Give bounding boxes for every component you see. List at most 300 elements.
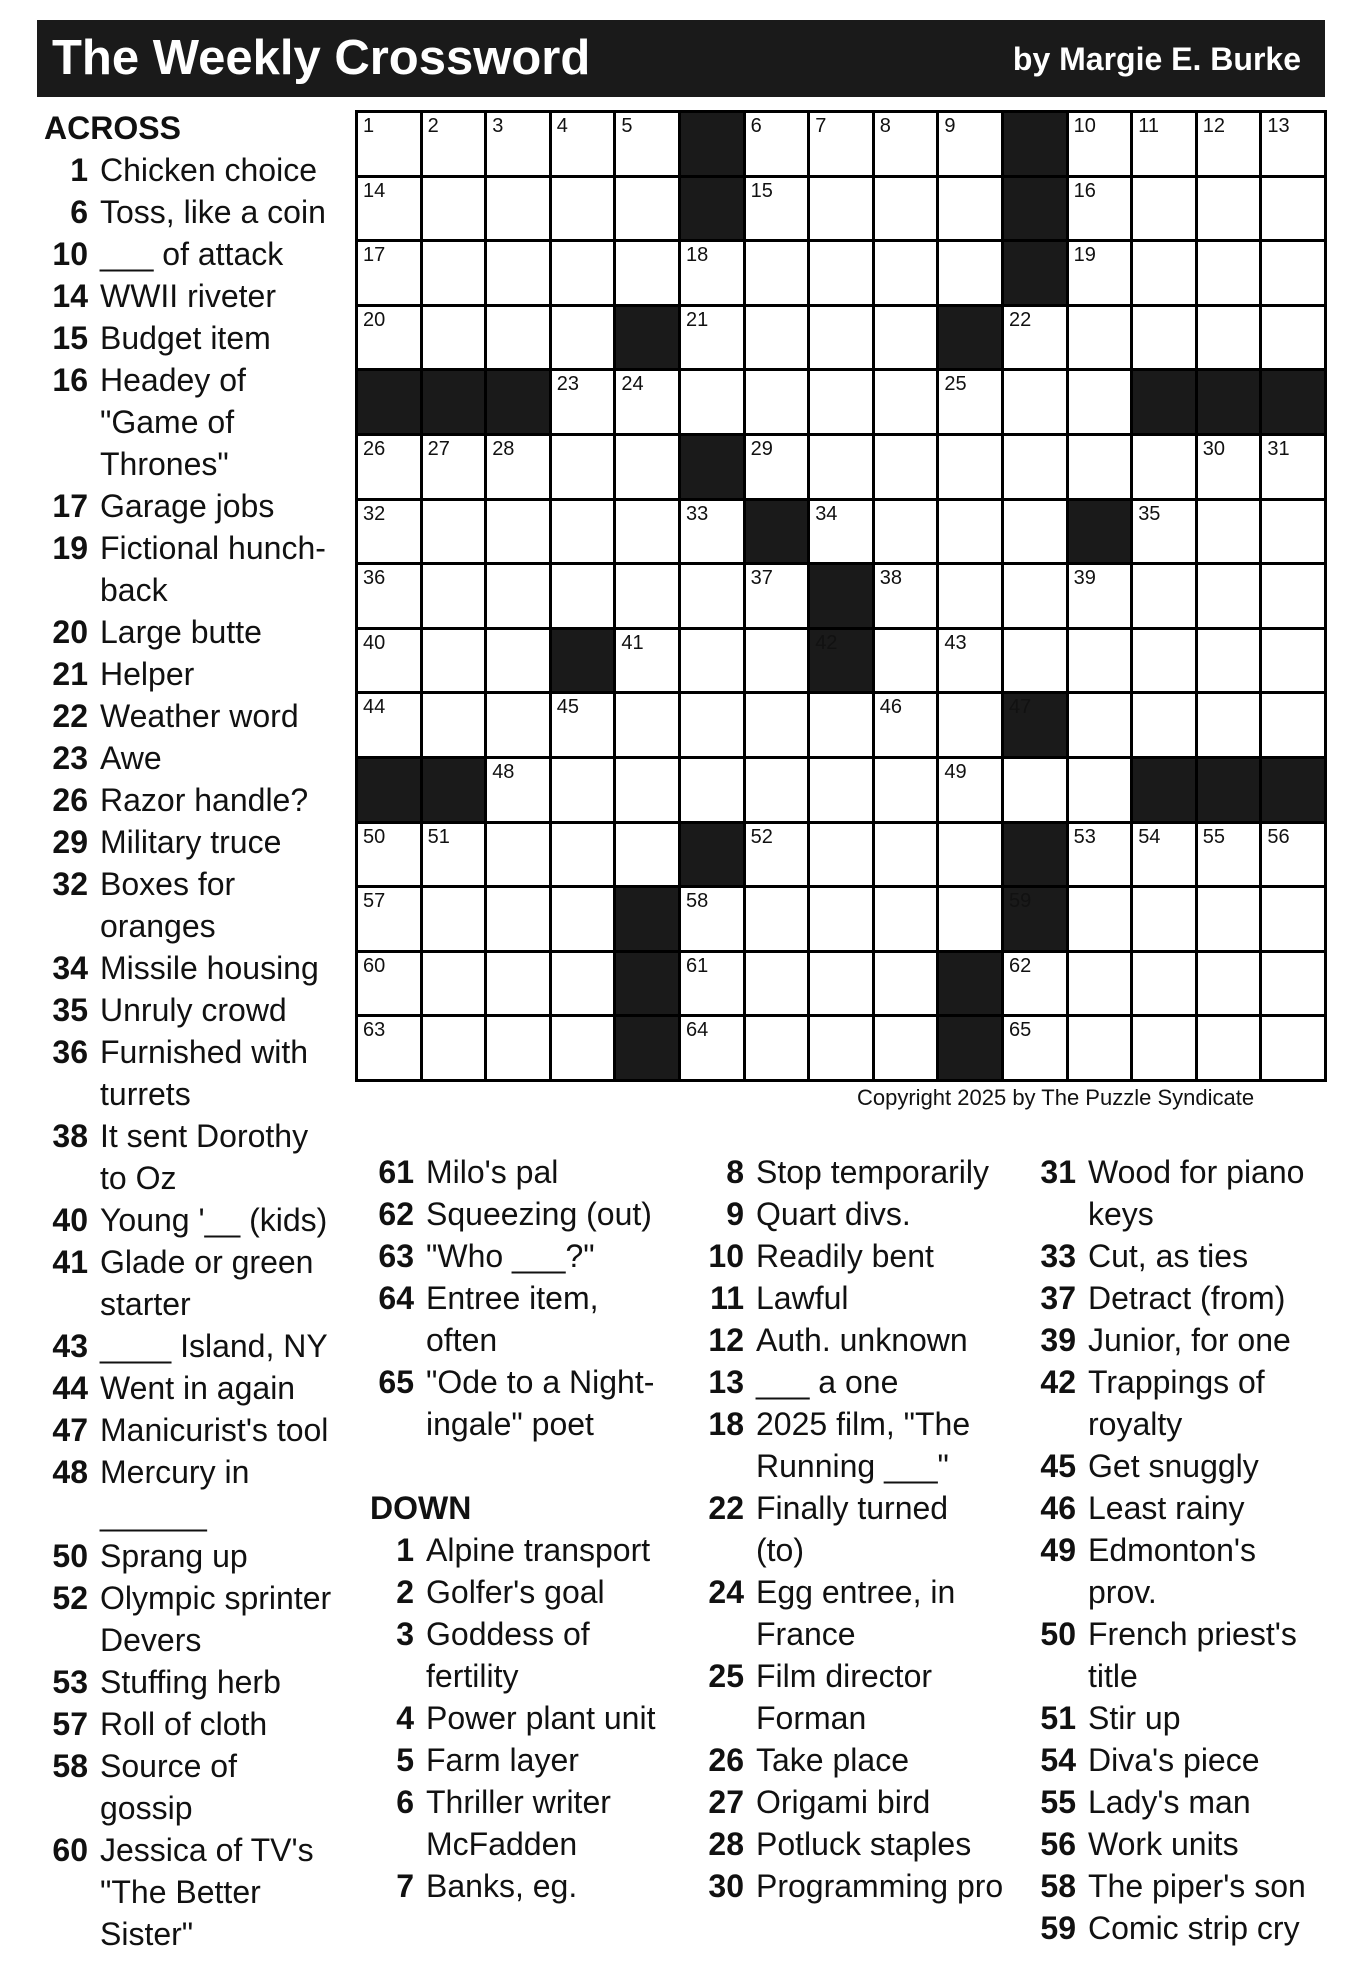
grid-cell[interactable] — [1004, 630, 1066, 692]
grid-cell[interactable] — [1133, 888, 1195, 950]
grid-cell[interactable] — [552, 953, 614, 1015]
clue-text: Toss, like a coin — [100, 194, 326, 230]
clue-number: 36 — [52, 1034, 88, 1070]
clue-number: 10 — [52, 236, 88, 272]
grid-cell[interactable] — [1262, 630, 1324, 692]
grid-cell[interactable] — [875, 565, 937, 627]
clue-item — [700, 1403, 1030, 1487]
grid-cell[interactable] — [810, 501, 872, 563]
grid-cell[interactable] — [423, 436, 485, 498]
cell-number: 3 — [492, 115, 504, 137]
grid-cell[interactable] — [358, 501, 420, 563]
grid-cell[interactable] — [423, 1017, 485, 1079]
clue-text: Budget item — [100, 320, 271, 356]
clue-item — [700, 1277, 1030, 1319]
grid-cell[interactable] — [1198, 307, 1260, 369]
grid-cell[interactable] — [810, 694, 872, 756]
grid-cell[interactable] — [875, 888, 937, 950]
grid-cell[interactable] — [1198, 113, 1260, 175]
clue-text: Stir up — [1088, 1700, 1181, 1736]
grid-cell[interactable] — [423, 307, 485, 369]
grid-cell[interactable] — [681, 888, 743, 950]
grid-cell[interactable] — [423, 694, 485, 756]
grid-cell[interactable] — [1198, 824, 1260, 886]
grid-cell[interactable] — [1198, 501, 1260, 563]
cell-number: 57 — [363, 890, 386, 913]
grid-cell[interactable] — [1262, 824, 1324, 886]
grid-cell[interactable] — [552, 371, 614, 433]
clue-text: Auth. unknown — [756, 1322, 968, 1358]
cell-number: 27 — [427, 437, 450, 460]
grid-cell[interactable] — [746, 824, 808, 886]
clue-text: ___ a one — [756, 1364, 899, 1400]
grid-cell[interactable] — [746, 630, 808, 692]
clue-column-1 — [44, 107, 354, 1955]
grid-cell[interactable] — [1069, 178, 1131, 240]
grid-cell[interactable] — [810, 953, 872, 1015]
clue-text: Squeezing (out) — [426, 1196, 652, 1232]
grid-cell[interactable] — [681, 630, 743, 692]
grid-cell[interactable] — [1133, 694, 1195, 756]
clue-text: Wood for piano keys — [1088, 1154, 1305, 1232]
grid-cell[interactable] — [1262, 888, 1324, 950]
grid-cell[interactable] — [1262, 565, 1324, 627]
grid-cell[interactable] — [423, 565, 485, 627]
cell-number: 17 — [363, 244, 386, 267]
grid-cell[interactable] — [1069, 307, 1131, 369]
grid-cell[interactable] — [746, 113, 808, 175]
grid-cell[interactable] — [552, 436, 614, 498]
black-square — [1004, 888, 1066, 950]
grid-cell[interactable] — [1133, 178, 1195, 240]
grid-cell[interactable] — [487, 759, 549, 821]
grid-cell[interactable] — [939, 371, 1001, 433]
clue-item — [44, 149, 354, 191]
clue-item — [44, 1115, 354, 1199]
clue-item — [370, 1571, 690, 1613]
black-square — [616, 953, 678, 1015]
grid-cell[interactable] — [681, 1017, 743, 1079]
cell-number: 60 — [363, 954, 386, 977]
copyright-notice: Copyright 2025 by The Puzzle Syndicate — [857, 1085, 1255, 1110]
grid-cell[interactable] — [1262, 1017, 1324, 1079]
grid-cell[interactable] — [681, 371, 743, 433]
grid-cell[interactable] — [1198, 242, 1260, 304]
grid-cell[interactable] — [875, 759, 937, 821]
clue-item — [700, 1487, 1030, 1571]
grid-cell[interactable] — [423, 888, 485, 950]
black-square — [681, 824, 743, 886]
clue-item — [370, 1697, 690, 1739]
grid-cell[interactable] — [423, 113, 485, 175]
grid-cell[interactable] — [1198, 178, 1260, 240]
grid-cell[interactable] — [358, 242, 420, 304]
grid-cell[interactable] — [358, 630, 420, 692]
grid-cell[interactable] — [1069, 630, 1131, 692]
grid-cell[interactable] — [875, 694, 937, 756]
grid-cell[interactable] — [810, 759, 872, 821]
clue-number: 49 — [1040, 1532, 1076, 1568]
grid-cell[interactable] — [358, 694, 420, 756]
grid-cell[interactable] — [616, 501, 678, 563]
grid-cell[interactable] — [1069, 824, 1131, 886]
clue-item — [1032, 1277, 1352, 1319]
grid-cell[interactable] — [358, 1017, 420, 1079]
clue-item — [700, 1361, 1030, 1403]
clue-number: 5 — [396, 1742, 414, 1778]
grid-cell[interactable] — [810, 1017, 872, 1079]
grid-cell[interactable] — [1004, 371, 1066, 433]
grid-cell[interactable] — [681, 565, 743, 627]
clue-number: 54 — [1040, 1742, 1076, 1778]
clue-item — [44, 737, 354, 779]
grid-cell[interactable] — [358, 436, 420, 498]
grid-cell[interactable] — [1133, 242, 1195, 304]
grid-cell[interactable] — [810, 888, 872, 950]
clue-text: Awe — [100, 740, 162, 776]
cell-number: 25 — [944, 373, 967, 396]
grid-cell[interactable] — [1198, 694, 1260, 756]
clue-text: Alpine transport — [426, 1532, 651, 1568]
clue-item — [370, 1193, 690, 1235]
grid-cell[interactable] — [1262, 307, 1324, 369]
grid-cell[interactable] — [1262, 178, 1324, 240]
grid-cell[interactable] — [487, 888, 549, 950]
clue-item — [1032, 1823, 1352, 1865]
grid-cell[interactable] — [875, 436, 937, 498]
grid-cell[interactable] — [681, 501, 743, 563]
grid-cell[interactable] — [1069, 113, 1131, 175]
grid-cell[interactable] — [746, 371, 808, 433]
grid-cell[interactable] — [1069, 694, 1131, 756]
grid-cell[interactable] — [939, 436, 1001, 498]
grid-cell[interactable] — [616, 371, 678, 433]
grid-cell[interactable] — [1262, 113, 1324, 175]
grid-cell[interactable] — [1262, 694, 1324, 756]
grid-cell[interactable] — [939, 178, 1001, 240]
grid-cell[interactable] — [616, 242, 678, 304]
grid-cell[interactable] — [875, 113, 937, 175]
grid-cell[interactable] — [487, 1017, 549, 1079]
black-square — [1262, 759, 1324, 821]
grid-cell[interactable] — [1069, 436, 1131, 498]
grid-cell[interactable] — [487, 113, 549, 175]
black-square — [810, 630, 872, 692]
grid-cell[interactable] — [939, 565, 1001, 627]
clue-item — [44, 275, 354, 317]
black-square — [681, 436, 743, 498]
black-square — [423, 371, 485, 433]
grid-cell[interactable] — [1069, 371, 1131, 433]
clue-item — [700, 1655, 1030, 1739]
clue-number: 34 — [52, 950, 88, 986]
grid-cell[interactable] — [1262, 436, 1324, 498]
clue-item — [370, 1235, 690, 1277]
grid-cell[interactable] — [358, 888, 420, 950]
grid-cell[interactable] — [810, 178, 872, 240]
clue-item — [1032, 1613, 1352, 1697]
grid-cell[interactable] — [1133, 1017, 1195, 1079]
clue-number: 44 — [52, 1370, 88, 1406]
clue-text: Weather word — [100, 698, 299, 734]
grid-cell[interactable] — [681, 307, 743, 369]
grid-cell[interactable] — [423, 242, 485, 304]
clue-text: Junior, for one — [1088, 1322, 1291, 1358]
grid-cell[interactable] — [487, 824, 549, 886]
grid-cell[interactable] — [616, 759, 678, 821]
grid-cell[interactable] — [1004, 953, 1066, 1015]
grid-cell[interactable] — [875, 1017, 937, 1079]
clue-item — [44, 653, 354, 695]
grid-cell[interactable] — [358, 113, 420, 175]
grid-cell[interactable] — [487, 953, 549, 1015]
cell-number: 8 — [879, 115, 891, 137]
cell-number: 5 — [621, 115, 633, 137]
grid-cell[interactable] — [358, 307, 420, 369]
grid-cell[interactable] — [552, 307, 614, 369]
grid-cell[interactable] — [746, 1017, 808, 1079]
clue-text: Quart divs. — [756, 1196, 911, 1232]
clue-item — [700, 1781, 1030, 1823]
grid-cell[interactable] — [1133, 565, 1195, 627]
cell-number: 41 — [621, 631, 644, 654]
clue-number: 31 — [1040, 1154, 1076, 1190]
clue-number: 6 — [70, 194, 88, 230]
clue-text: Cut, as ties — [1088, 1238, 1249, 1274]
grid-cell[interactable] — [875, 242, 937, 304]
grid-cell[interactable] — [810, 242, 872, 304]
grid-cell[interactable] — [1262, 501, 1324, 563]
grid-cell[interactable] — [1198, 1017, 1260, 1079]
cell-number: 49 — [944, 760, 967, 783]
grid-cell[interactable] — [939, 694, 1001, 756]
clue-text: WWII riveter — [100, 278, 276, 314]
grid-cell[interactable] — [1262, 953, 1324, 1015]
grid-cell[interactable] — [746, 565, 808, 627]
cell-number: 26 — [363, 437, 386, 460]
black-square — [1004, 694, 1066, 756]
clue-number: 64 — [378, 1280, 414, 1316]
clue-number: 20 — [52, 614, 88, 650]
cell-number: 37 — [750, 567, 773, 590]
grid-cell[interactable] — [487, 694, 549, 756]
grid-cell[interactable] — [810, 436, 872, 498]
clue-item — [1032, 1781, 1352, 1823]
cell-number: 16 — [1073, 179, 1096, 202]
clue-text: Readily bent — [756, 1238, 934, 1274]
grid-cell[interactable] — [875, 630, 937, 692]
grid-cell[interactable] — [616, 436, 678, 498]
grid-cell[interactable] — [681, 953, 743, 1015]
cell-number: 21 — [685, 308, 709, 331]
grid-cell[interactable] — [875, 501, 937, 563]
grid-cell[interactable] — [1133, 630, 1195, 692]
grid-cell[interactable] — [487, 436, 549, 498]
grid-cell[interactable] — [939, 888, 1001, 950]
grid-cell[interactable] — [1069, 888, 1131, 950]
black-square — [616, 1017, 678, 1079]
grid-cell[interactable] — [487, 307, 549, 369]
grid-cell[interactable] — [1004, 565, 1066, 627]
grid-cell[interactable] — [616, 630, 678, 692]
grid-cell[interactable] — [487, 501, 549, 563]
grid-cell[interactable] — [681, 242, 743, 304]
grid-cell[interactable] — [487, 242, 549, 304]
grid-cell[interactable] — [1198, 436, 1260, 498]
clue-item — [44, 527, 354, 611]
grid-cell[interactable] — [552, 759, 614, 821]
grid-cell[interactable] — [939, 824, 1001, 886]
grid-cell[interactable] — [1069, 1017, 1131, 1079]
grid-cell[interactable] — [423, 953, 485, 1015]
clue-item — [370, 1781, 690, 1865]
grid-cell[interactable] — [746, 953, 808, 1015]
grid-cell[interactable] — [616, 178, 678, 240]
grid-cell[interactable] — [358, 824, 420, 886]
grid-cell[interactable] — [552, 888, 614, 950]
clue-text: Entree item, often — [426, 1280, 599, 1358]
grid-cell[interactable] — [939, 242, 1001, 304]
grid-cell[interactable] — [939, 113, 1001, 175]
grid-cell[interactable] — [681, 759, 743, 821]
cell-number: 56 — [1267, 825, 1290, 848]
grid-cell[interactable] — [1133, 824, 1195, 886]
grid-cell[interactable] — [616, 694, 678, 756]
grid-cell[interactable] — [487, 630, 549, 692]
grid-cell[interactable] — [1133, 436, 1195, 498]
clue-number: 47 — [52, 1412, 88, 1448]
clue-text: Young '__ (kids) — [100, 1202, 328, 1238]
grid-cell[interactable] — [875, 953, 937, 1015]
grid-cell[interactable] — [552, 694, 614, 756]
grid-cell[interactable] — [1004, 501, 1066, 563]
grid-cell[interactable] — [875, 178, 937, 240]
grid-cell[interactable] — [1004, 1017, 1066, 1079]
grid-cell[interactable] — [358, 565, 420, 627]
clue-number: 50 — [1040, 1616, 1076, 1652]
grid-cell[interactable] — [939, 630, 1001, 692]
grid-cell[interactable] — [1133, 307, 1195, 369]
grid-cell[interactable] — [875, 824, 937, 886]
grid-cell[interactable] — [810, 307, 872, 369]
grid-cell[interactable] — [1004, 436, 1066, 498]
cell-number: 38 — [879, 567, 903, 590]
clue-text: Jessica of TV's "The Better Sister" — [100, 1832, 314, 1952]
clue-item — [370, 1529, 690, 1571]
grid-cell[interactable] — [616, 565, 678, 627]
grid-cell[interactable] — [423, 501, 485, 563]
grid-cell[interactable] — [616, 824, 678, 886]
clue-item — [370, 1277, 690, 1361]
cell-number: 31 — [1267, 437, 1290, 460]
crossword-grid — [355, 110, 1327, 1082]
grid-cell[interactable] — [746, 694, 808, 756]
grid-cell[interactable] — [487, 565, 549, 627]
grid-cell[interactable] — [746, 759, 808, 821]
cell-number: 47 — [1008, 696, 1032, 719]
grid-cell[interactable] — [746, 436, 808, 498]
grid-cell[interactable] — [1069, 953, 1131, 1015]
clue-item — [44, 1199, 354, 1241]
black-square — [1133, 759, 1195, 821]
grid-cell[interactable] — [487, 178, 549, 240]
clue-text: Chicken choice — [100, 152, 317, 188]
black-square — [358, 759, 420, 821]
clue-text: Egg entree, in France — [756, 1574, 956, 1652]
grid-cell[interactable] — [552, 824, 614, 886]
grid-cell[interactable] — [810, 113, 872, 175]
grid-cell[interactable] — [423, 630, 485, 692]
grid-cell[interactable] — [1004, 307, 1066, 369]
grid-cell[interactable] — [746, 178, 808, 240]
grid-cell[interactable] — [552, 113, 614, 175]
clue-number: 13 — [708, 1364, 744, 1400]
clue-number: 51 — [1040, 1700, 1076, 1736]
grid-cell[interactable] — [1069, 242, 1131, 304]
grid-cell[interactable] — [552, 242, 614, 304]
grid-cell[interactable] — [1133, 113, 1195, 175]
grid-cell[interactable] — [552, 501, 614, 563]
grid-cell[interactable] — [1133, 501, 1195, 563]
grid-cell[interactable] — [875, 307, 937, 369]
grid-cell[interactable] — [746, 242, 808, 304]
grid-cell[interactable] — [423, 178, 485, 240]
grid-cell[interactable] — [875, 371, 937, 433]
grid-cell[interactable] — [939, 501, 1001, 563]
clue-number: 53 — [52, 1664, 88, 1700]
grid-cell[interactable] — [552, 565, 614, 627]
grid-cell[interactable] — [746, 888, 808, 950]
grid-cell[interactable] — [1198, 565, 1260, 627]
grid-cell[interactable] — [616, 113, 678, 175]
clue-number: 30 — [708, 1868, 744, 1904]
clue-text: Least rainy — [1088, 1490, 1245, 1526]
grid-cell[interactable] — [358, 953, 420, 1015]
clue-number: 42 — [1040, 1364, 1076, 1400]
grid-cell[interactable] — [552, 178, 614, 240]
clue-number: 48 — [52, 1454, 88, 1490]
grid-cell[interactable] — [1198, 888, 1260, 950]
grid-cell[interactable] — [1262, 242, 1324, 304]
grid-cell[interactable] — [552, 1017, 614, 1079]
grid-cell[interactable] — [1069, 759, 1131, 821]
clue-item — [44, 821, 354, 863]
grid-cell[interactable] — [810, 371, 872, 433]
clue-text: Helper — [100, 656, 195, 692]
grid-cell[interactable] — [810, 824, 872, 886]
grid-cell[interactable] — [939, 759, 1001, 821]
grid-cell[interactable] — [681, 694, 743, 756]
clue-item — [1032, 1907, 1352, 1949]
grid-cell[interactable] — [423, 824, 485, 886]
black-square — [552, 630, 614, 692]
grid-cell[interactable] — [358, 178, 420, 240]
grid-cell[interactable] — [1198, 630, 1260, 692]
grid-cell[interactable] — [1133, 953, 1195, 1015]
cell-number: 15 — [750, 179, 773, 202]
clue-item — [370, 1739, 690, 1781]
grid-cell[interactable] — [1004, 759, 1066, 821]
grid-cell[interactable] — [1198, 953, 1260, 1015]
cell-number: 14 — [363, 179, 386, 202]
clue-number: 60 — [52, 1832, 88, 1868]
clue-text: Roll of cloth — [100, 1706, 268, 1742]
grid-cell[interactable] — [746, 307, 808, 369]
clue-number: 62 — [378, 1196, 414, 1232]
grid-cell[interactable] — [1069, 565, 1131, 627]
clue-number: 38 — [52, 1118, 88, 1154]
clue-number: 1 — [396, 1532, 414, 1568]
